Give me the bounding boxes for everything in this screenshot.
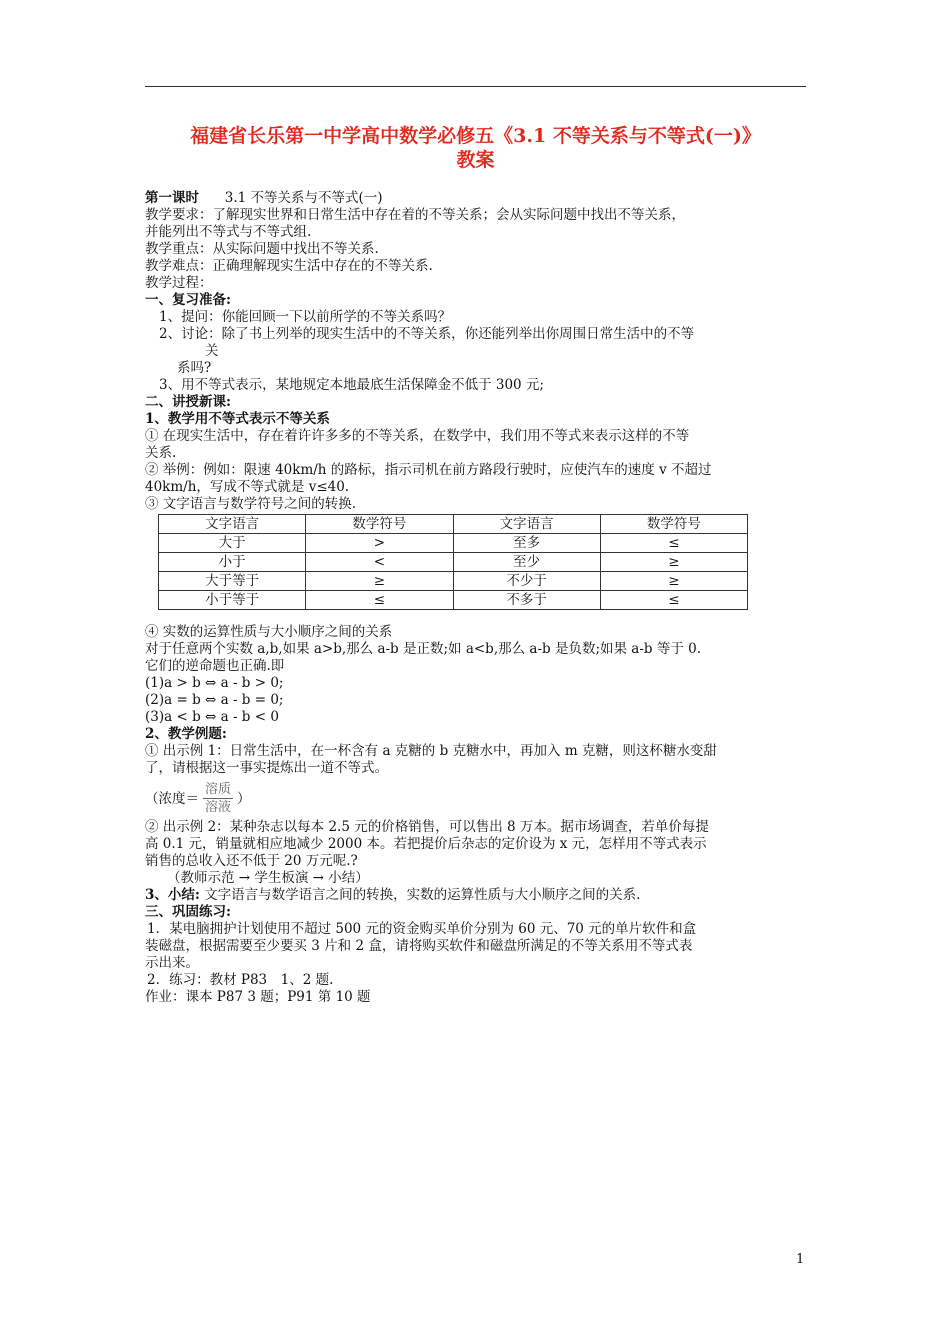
table-cell: 不多于 — [453, 591, 600, 610]
summary-line — [145, 887, 810, 904]
example-1-cont: 了，请根据这一事实提炼出一道不等式。 — [145, 760, 388, 776]
review-item-2-wrap: 关 — [205, 343, 219, 359]
fraction — [203, 781, 233, 817]
example-2-cont-1: 高 0.1 元，销量就相应地减少 2000 本。若把提价后杂志的定价设为 x 元，怎样用不等式表示 — [145, 836, 707, 852]
table-cell: ≤ — [306, 591, 453, 610]
table-cell: < — [306, 553, 453, 572]
table-cell: 大于等于 — [159, 572, 306, 591]
point-5: 对于任意两个实数 a,b,如果 a>b,那么 a-b 是正数;如 a<b,那么 a-b 是负数;如果 a-b 等于 0. — [145, 641, 702, 657]
example-2-cont-2: 销售的总收入还不低于 20 万元呢.? — [145, 853, 358, 869]
formula-3: (3)a < b ⇔ a - b < 0 — [145, 709, 279, 725]
formula-1: (1)a > b ⇔ a - b > 0; — [145, 675, 284, 691]
page-number: 1 — [796, 1252, 805, 1267]
lesson-name: 3.1 不等关系与不等式(一) — [224, 190, 383, 206]
table-cell: > — [306, 534, 453, 553]
table-row — [159, 534, 748, 553]
table-cell: 至多 — [453, 534, 600, 553]
point-1-cont: 关系. — [145, 445, 177, 461]
difficulty: 教学难点：正确理解现实生活中存在的不等关系. — [145, 258, 433, 274]
table-cell: 大于 — [159, 534, 306, 553]
lesson-label: 第一课时 — [145, 190, 199, 206]
table-header-cell: 数学符号 — [600, 515, 747, 534]
review-item-1: 1、提问：你能回顾一下以前所学的不等关系吗？ — [159, 309, 452, 325]
conversion-table — [158, 514, 748, 610]
table-cell: ≥ — [600, 553, 747, 572]
lesson-line — [145, 190, 810, 207]
exercise-1-cont-1: 装磁盘，根据需要至少要买 3 片和 2 盒，请将购买软件和磁盘所满足的不等关系用不等式表 — [145, 938, 693, 954]
keypoint: 教学重点：从实际问题中找出不等关系. — [145, 241, 379, 257]
table-row — [159, 572, 748, 591]
example-2: ② 出示例 2：某种杂志以每本 2.5 元的价格销售，可以售出 8 万本。据市场调查，若单价每提 — [145, 819, 709, 835]
exercise-1-cont-2: 示出来。 — [145, 955, 199, 971]
table-cell: 不少于 — [453, 572, 600, 591]
table-header-cell: 文字语言 — [159, 515, 306, 534]
point-2-cont: 40km/h，写成不等式就是 v≤40. — [145, 479, 350, 495]
table-cell: 至少 — [453, 553, 600, 572]
review-item-2: 2、讨论：除了书上列举的现实生活中的不等关系，你还能列举出你周围日常生活中的不等 — [159, 326, 695, 342]
table-row — [159, 591, 748, 610]
section-3-heading: 三、巩固练习: — [145, 904, 231, 920]
concentration-open: （浓度＝ — [145, 790, 199, 807]
fraction-denominator: 溶液 — [205, 800, 232, 815]
process: 教学过程： — [145, 275, 213, 291]
summary-text: 文字语言与数学语言之间的转换，实数的运算性质与大小顺序之间的关系. — [204, 887, 641, 903]
exercise-2: 2．练习：教材 P83 1、2 题. — [147, 972, 334, 988]
subsection-2-heading: 2、教学例题: — [145, 726, 227, 742]
exercise-1: 1．某电脑拥护计划使用不超过 500 元的资金购买单价分别为 60 元、70 元的单片软件和盒 — [147, 921, 697, 937]
table-cell: 小于等于 — [159, 591, 306, 610]
concentration-close: ） — [237, 790, 251, 807]
section-2-heading: 二、讲授新课: — [145, 394, 231, 410]
document-body — [145, 190, 810, 1006]
point-1: ① 在现实生活中，存在着许许多多的不等关系，在数学中，我们用不等式来表示这样的不等 — [145, 428, 690, 444]
subsection-1-heading: 1、教学用不等式表示不等关系 — [145, 411, 330, 427]
homework: 作业：课本 P87 3 题；P91 第 10 题 — [145, 989, 371, 1005]
point-3: ③ 文字语言与数学符号之间的转换. — [145, 496, 357, 512]
table-cell: ≥ — [600, 572, 747, 591]
point-5-cont: 它们的逆命题也正确.即 — [145, 658, 285, 674]
table-row — [159, 553, 748, 572]
point-2: ② 举例：例如：限速 40km/h 的路标，指示司机在前方路段行驶时，应使汽车的速度 v 不超过 — [145, 462, 712, 478]
summary-label: 3、小结: — [145, 887, 200, 903]
fraction-numerator: 溶质 — [205, 782, 232, 797]
review-item-3: 3、用不等式表示，某地规定本地最底生活保障金不低于 300 元; — [159, 377, 544, 393]
teaching-flow: （教师示范 → 学生板演 → 小结） — [167, 870, 369, 886]
formula-2: (2)a = b ⇔ a - b = 0; — [145, 692, 284, 708]
table-cell: ≤ — [600, 534, 747, 553]
table-header-row — [159, 515, 748, 534]
header-rule — [145, 86, 806, 87]
requirements: 教学要求：了解现实世界和日常生活中存在着的不等关系；会从实际问题中找出不等关系， — [145, 207, 685, 223]
table-header-cell: 文字语言 — [453, 515, 600, 534]
document-title — [140, 124, 811, 172]
point-4: ④ 实数的运算性质与大小顺序之间的关系 — [145, 624, 393, 640]
title-line-2: 教案 — [456, 149, 495, 171]
example-1: ① 出示例 1：日常生活中，在一杯含有 a 克糖的 b 克糖水中，再加入 m 克糖，则这杯糖水变甜 — [145, 743, 717, 759]
table-header-cell: 数学符号 — [306, 515, 453, 534]
title-line-1: 福建省长乐第一中学高中数学必修五《3.1 不等关系与不等式(一)》 — [190, 125, 761, 147]
requirements-cont: 并能列出不等式与不等式组. — [145, 224, 312, 240]
table-cell: 小于 — [159, 553, 306, 572]
table-cell: ≥ — [306, 572, 453, 591]
table-cell: ≤ — [600, 591, 747, 610]
review-item-2-cont: 系吗? — [177, 360, 212, 376]
section-1-heading: 一、复习准备: — [145, 292, 231, 308]
concentration-formula — [145, 781, 810, 817]
